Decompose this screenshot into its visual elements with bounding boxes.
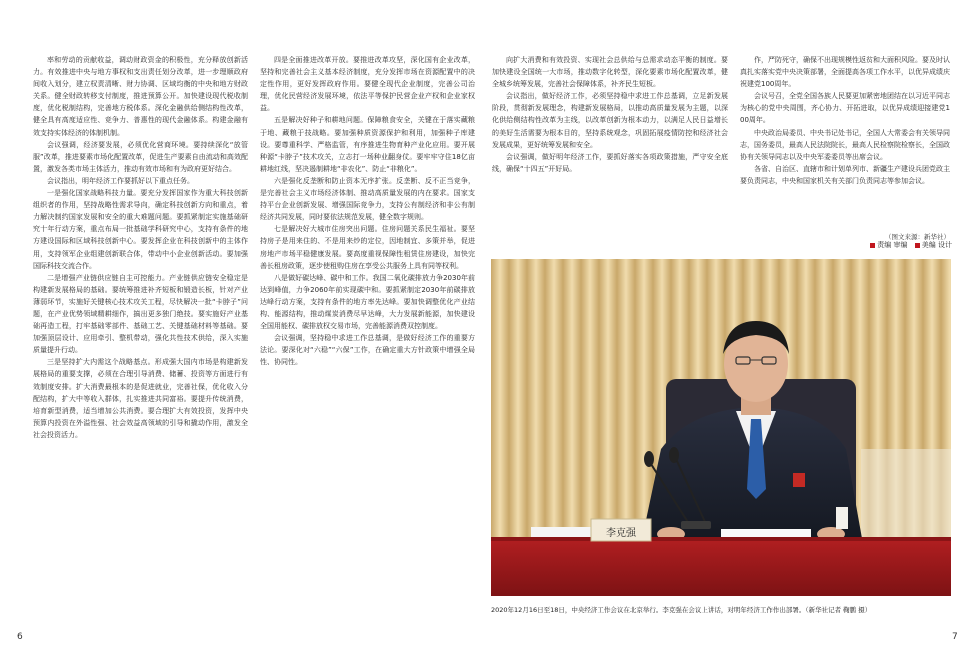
paragraph: 会议指出，明年经济工作要抓好以下重点任务。: [47, 176, 194, 185]
paragraph: 作，严防死守，确保不出现规模性返贫和大面积风险。要及时认真扎实落实党中央决策部署，全面提高各项工作水平，以优异成绩庆祝建党100周年。: [740, 56, 950, 89]
red-square-icon: [915, 243, 920, 248]
left-page-column-2: [260, 54, 475, 630]
photo-caption: 2020年12月16日至18日，中央经济工作会议在北京举行。李克强在会议上讲话，对明年经济工作作出部署。（新华社记者 鞠鹏 摄）: [491, 606, 872, 614]
left-page-column-1: [33, 54, 248, 630]
paragraph: 七是解决好大城市住房突出问题。住房问题关系民生福祉。要坚持房子是用来住的、不是用来炒的定位，因地制宜、多策并举，促进房地产市场平稳健康发展。要高度重视保障性租赁住房建设，加快完善长租房政策，逐步使租购住房在享受公共服务上具有同等权利。: [260, 225, 475, 270]
paragraph: 向扩大消费和有效投资、实现社会总供给与总需求动态平衡的制度。要加快建设全国统一大市场，推动数字化转型，深化要素市场化配置改革，健全城乡统筹发展，完善社会保障体系，补齐民生短板。: [492, 56, 728, 89]
right-page-column-1: [492, 54, 728, 248]
paragraph: 二是增强产业链供应链自主可控能力。产业链供应链安全稳定是构建新发展格局的基础。要统筹推进补齐短板和锻造长板，针对产业薄弱环节，实施好关键核心技术攻关工程，尽快解决一批“卡脖子”问题，在产业优势领域精耕细作，搞出更多独门绝技。要实施好产业基础再造工程，打牢基础零部件、基础工艺、关键基础材料等基础。要加强顶层设计、应用牵引、整机带动，强化共性技术供给，深入实施质量提升行动。: [33, 273, 248, 355]
paragraph: 六是强化反垄断和防止资本无序扩张。反垄断、反不正当竞争，是完善社会主义市场经济体制、推动高质量发展的内在要求。国家支持平台企业创新发展、增强国际竞争力，支持公有制经济和非公有制经济共同发展，同时要依法规范发展，健全数字规则。: [260, 176, 475, 222]
paragraph: 五是解决好种子和耕地问题。保障粮食安全，关键在于落实藏粮于地、藏粮于技战略。要加强种质资源保护和利用，加强种子库建设。要尊重科学、严格监管，有序推进生物育种产业化应用。要开展种源“卡脖子”技术攻关，立志打一场种业翻身仗。要牢牢守住18亿亩耕地红线，坚决遏制耕地“非农化”、防止“非粮化”。: [260, 116, 475, 173]
paragraph: 会议强调，做好明年经济工作，要抓好落实各项政策措施，严守安全底线，确保“十四五”开好局。: [492, 152, 728, 173]
paragraph: 四是全面推进改革开放。要推进改革攻坚，深化国有企业改革，坚持和完善社会主义基本经济制度，充分发挥市场在资源配置中的决定性作用，更好发挥政府作用。要健全现代企业制度，完善公司治理，优化民营经济发展环境，依法平等保护民营企业产权和企业家权益。: [260, 56, 475, 113]
right-page-column-2: [740, 54, 950, 214]
paragraph: 八是做好碳达峰、碳中和工作。我国二氧化碳排放力争2030年前达到峰值，力争2060年前实现碳中和。要抓紧制定2030年前碳排放达峰行动方案，支持有条件的地方率先达峰。要加快调整优化产业结构、能源结构，推动煤炭消费尽早达峰，大力发展新能源，加快建设全国用能权、碳排放权交易市场，完善能源消费双控制度。: [260, 273, 475, 331]
red-table: [491, 537, 951, 596]
conference-photo: [491, 259, 951, 596]
page-number-right: 7: [952, 632, 958, 642]
paragraph: 三是坚持扩大内需这个战略基点。形成强大国内市场是构建新发展格局的重要支撑，必须在合理引导消费、储蓄、投资等方面进行有效制度安排。扩大消费最根本的是促进就业，完善社保，优化收入分配结构，扩大中等收入群体，扎实推进共同富裕。要提升传统消费，培育新型消费，适当增加公共消费。要合理扩大有效投资，发挥中央预算内投资在外溢性强、社会效益高领域的引导和撬动作用，激发全社会投资活力。: [33, 358, 248, 439]
paragraph: 会议指出，做好经济工作，必须坚持稳中求进工作总基调，立足新发展阶段，贯彻新发展理念，构建新发展格局，以推动高质量发展为主题，以深化供给侧结构性改革为主线，以改革创新为根本动力，以满足人民日益增长的美好生活需要为根本目的，坚持系统观念，巩固拓展疫情防控和经济社会发展成果，更好统筹发展和安全。: [492, 92, 728, 149]
paragraph: 会议号召，全党全国各族人民要更加紧密地团结在以习近平同志为核心的党中央周围，齐心协力、开拓进取，以优异成绩迎接建党100周年。: [740, 92, 950, 125]
nameplate: 李克强: [606, 528, 636, 539]
photo-source: （图文来源：新华社）: [885, 233, 950, 241]
paragraph: 各省、自治区、直辖市和计划单列市、新疆生产建设兵团党政主要负责同志，中央和国家机关有关部门负责同志等参加会议。: [740, 164, 950, 185]
paragraph: 会议强调，坚持稳中求进工作总基调，是做好经济工作的重要方法论。要深化对“六稳”“六保”工作，在确定重大方针政策中增强全局性、协同性。: [260, 334, 475, 367]
red-square-icon: [870, 243, 875, 248]
page-number-left: 6: [17, 632, 23, 642]
editor-credits: 责编 审编 美编 设计: [812, 240, 952, 251]
paragraph: 率和劳动的贡献收益，调动财政资金的积极性，充分释放创新活力。有效推进中央与地方事权和支出责任划分改革，进一步理顺政府间收入划分，建立权责清晰、财力协调、区域均衡的中央和地方财政关系。健全财政转移支付制度，推进预算公开。加快建设现代税收制度，优化税制结构，完善地方税体系。深化金融供给侧结构性改革，健全具有高度适应性、竞争力、普惠性的现代金融体系。构建金融有效支持实体经济的体制机制。: [33, 56, 248, 137]
paragraph: 会议强调，经济要发展，必须优化营商环境。要持续深化“放管服”改革，推进要素市场化配置改革，促进生产要素自由流动和高效配置，激发各类市场主体活力，推动有效市场和有为政府更好结合。: [33, 140, 248, 173]
paragraph: 一是强化国家战略科技力量。要充分发挥国家作为重大科技创新组织者的作用，坚持战略性需求导向，确定科技创新方向和重点，着力解决制约国家发展和安全的重大难题问题。要抓紧制定实施基础研究十年行动方案，重点布局一批基础学科研究中心，支持有条件的地方建设国际和区域科技创新中心。要发挥企业在科技创新中的主体作用，支持领军企业组建创新联合体，带动中小企业创新活动。要加强国际科技交流合作。: [33, 189, 248, 270]
paragraph: 中央政治局委员、中央书记处书记，全国人大常委会有关领导同志，国务委员，最高人民法院院长，最高人民检察院检察长，全国政协有关领导同志以及中央军委委员等出席会议。: [740, 128, 950, 161]
